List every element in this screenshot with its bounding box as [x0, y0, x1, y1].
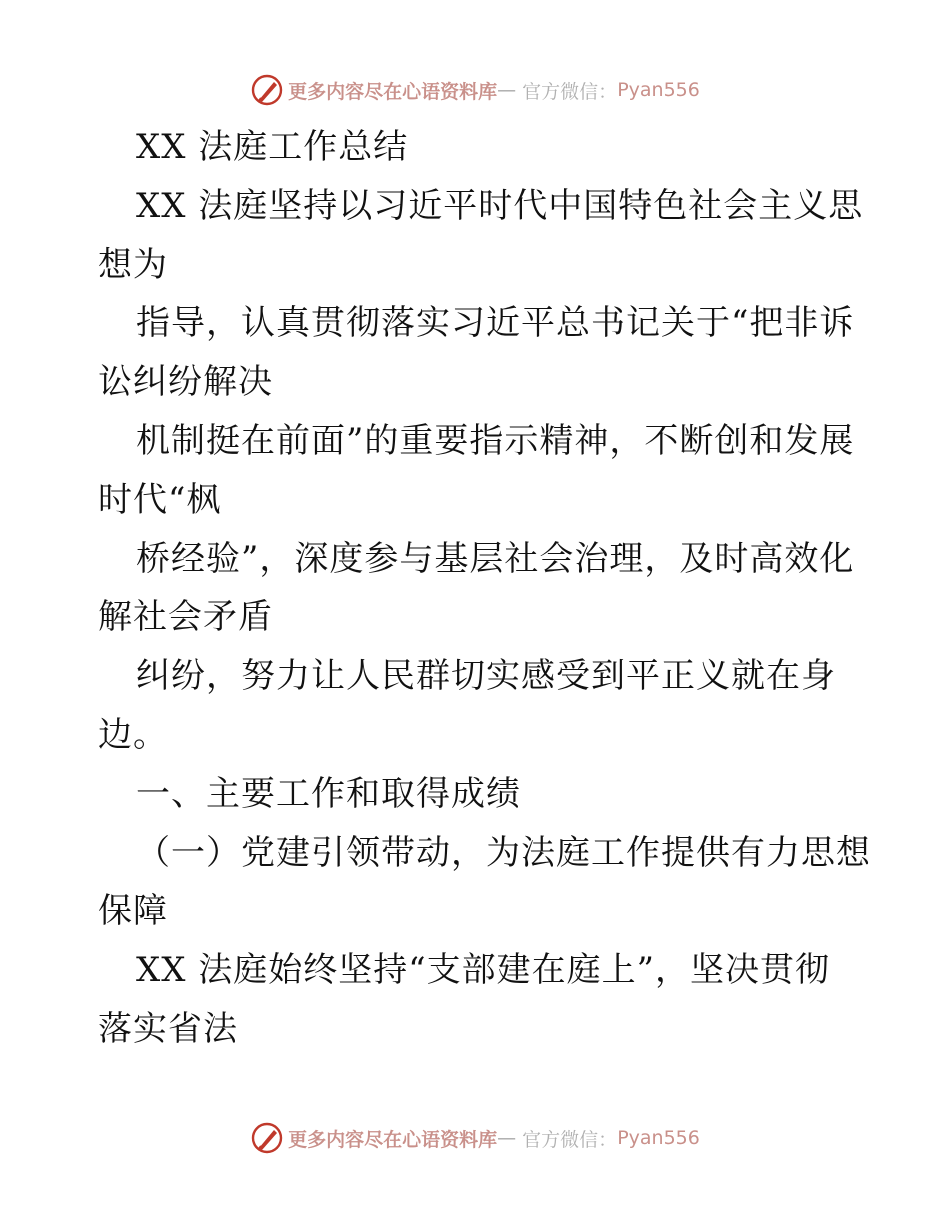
subsection-heading: （一）党建引领带动，为法庭工作提供有力思想	[136, 832, 871, 873]
doc-line: 时代“枫	[98, 479, 222, 520]
doc-line: 纠纷，努力让人民群切实感受到平正义就在身	[136, 656, 836, 697]
watermark-contact-label: 官方微信：	[522, 1128, 618, 1151]
document-body	[98, 118, 871, 1059]
watermark-brand: 更多内容尽在心语资料库	[288, 1128, 498, 1151]
watermark-brand: 更多内容尽在心语资料库	[288, 80, 498, 103]
doc-line: 落实省法	[98, 1008, 238, 1049]
doc-line: 指导，认真贯彻落实习近平总书记关于“把非诉	[136, 303, 855, 344]
watermark-contact-id: Pyan556	[617, 1127, 700, 1149]
watermark-separator: —	[497, 1127, 517, 1149]
doc-line: XX 法庭工作总结	[136, 127, 409, 167]
doc-line: XX 法庭始终坚持“支部建在庭上”，坚决贯彻	[136, 950, 830, 991]
doc-line: 解社会矛盾	[98, 597, 273, 638]
doc-line: 想为	[98, 244, 168, 285]
doc-line: 边。	[98, 714, 168, 755]
doc-line: 桥经验”，深度参与基层社会治理，及时高效化	[136, 538, 855, 579]
section-heading: 一、主要工作和取得成绩	[136, 773, 521, 814]
footer-watermark	[0, 1118, 950, 1158]
watermark-separator: —	[497, 79, 517, 101]
quill-pen-logo-icon	[250, 1121, 284, 1155]
doc-line: 保障	[98, 891, 168, 932]
doc-line: 机制挺在前面”的重要指示精神，不断创和发展	[136, 420, 855, 461]
doc-line: XX 法庭坚持以习近平时代中国特色社会主义思	[136, 185, 864, 226]
header-watermark	[0, 70, 950, 110]
quill-pen-logo-icon	[250, 73, 284, 107]
watermark-contact-id: Pyan556	[617, 79, 700, 101]
doc-line: 讼纠纷解决	[98, 362, 273, 403]
watermark-contact-label: 官方微信：	[522, 80, 618, 103]
